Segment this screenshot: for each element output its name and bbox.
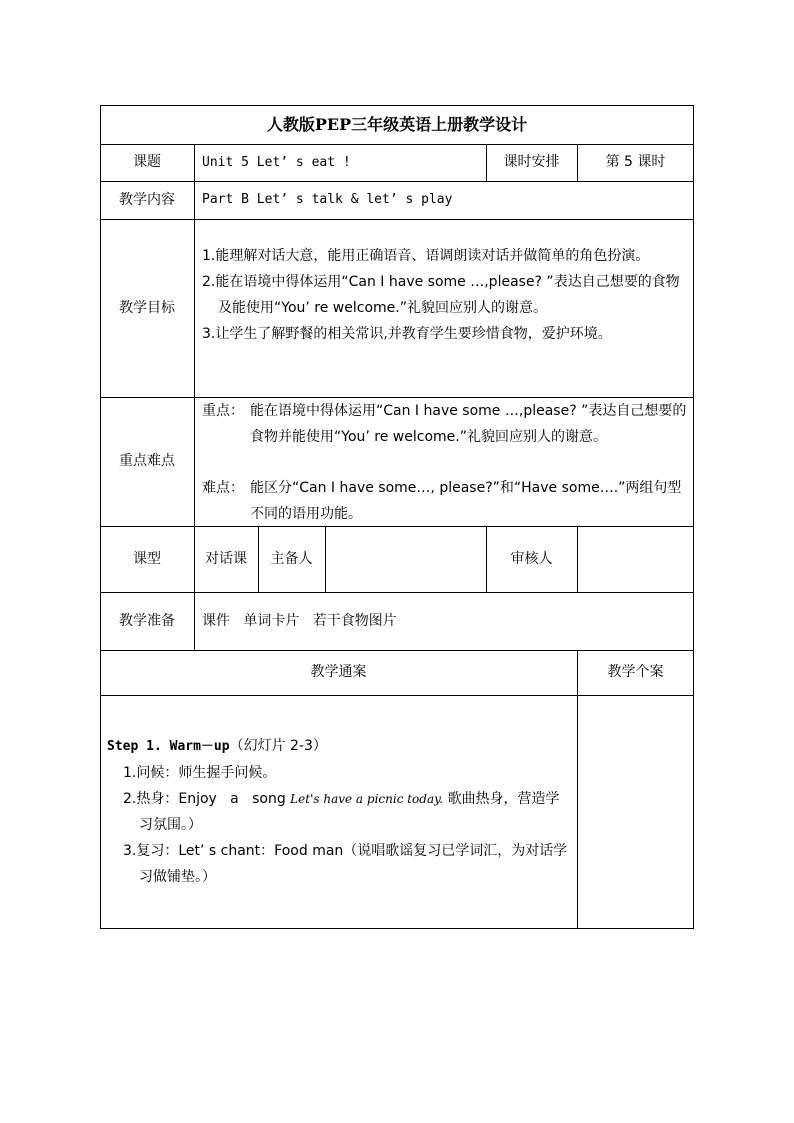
key-point-label: 重点： <box>202 403 244 419</box>
common-plan-header: 教学通案 <box>310 664 367 681</box>
step1-item2-suffix: 歌曲热身，营造学习氛围。） <box>139 791 560 833</box>
reviewer-value <box>577 526 694 592</box>
step1-title: Step 1. Warm－up <box>107 739 230 754</box>
lesson-value: Unit 5 Let’ s eat ! <box>202 154 351 170</box>
table-border-bottom <box>100 928 694 929</box>
step1-item2-prefix: 2.热身：Enjoy a song <box>123 791 286 807</box>
song-title: Let's have a picnic today. <box>290 792 444 806</box>
reviewer-label: 审核人 <box>510 550 553 567</box>
objectives-label: 教学目标 <box>119 299 175 316</box>
step1-item: 3.复习：Let’ s chant：Food man（说唱歌谣复习已学词汇，为对话学习做铺垫。） <box>123 843 568 885</box>
difficulty-text: 能区分“Can I have some…, please?”和“Have some….”两组句型不同的语用功能。 <box>250 480 682 522</box>
objective-item: 1.能理解对话大意，能用正确语音、语调朗读对话并做简单的角色扮演。 <box>202 248 650 264</box>
lesson-plan-table <box>100 105 694 929</box>
step1-heading <box>107 733 573 760</box>
lesson-label: 课题 <box>133 154 161 171</box>
table-rule <box>100 695 694 696</box>
prep-label: 教学准备 <box>119 612 175 629</box>
prep-value: 课件 单词卡片 若干食物图片 <box>202 612 397 629</box>
keypoints-label: 重点难点 <box>119 453 175 470</box>
objective-item: 2.能在语境中得体运用“Can I have some …,please? ”表达自己想要的食物及能使用“You’ re welcome.”礼貌回应别人的谢意。 <box>202 274 680 316</box>
table-border-right <box>693 105 694 929</box>
schedule-label: 课时安排 <box>503 154 560 171</box>
content-label: 教学内容 <box>119 191 175 208</box>
objectives-list <box>202 243 686 347</box>
schedule-value: 第 5 课时 <box>605 154 666 171</box>
individual-plan-header: 教学个案 <box>607 664 664 681</box>
objective-item: 3.让学生了解野餐的相关常识,并教育学生要珍惜食物，爱护环境。 <box>202 326 612 342</box>
step1-section <box>107 733 573 890</box>
step1-item: 1.问候：师生握手问候。 <box>123 765 277 781</box>
step1-item <box>123 786 573 838</box>
type-value: 对话课 <box>205 550 247 567</box>
difficulty-label: 难点： <box>202 480 244 496</box>
preparer-label: 主备人 <box>270 550 313 567</box>
document-title: 人教版PEP三年级英语上册教学设计 <box>266 114 528 134</box>
preparer-value <box>325 526 486 592</box>
content-value: Part B Let’ s talk & let’ s play <box>202 192 453 208</box>
key-point-text: 能在语境中得体运用“Can I have some …,please? ”表达自己想要的食物并能使用“You’ re welcome.”礼貌回应别人的谢意。 <box>250 403 687 445</box>
type-label: 课型 <box>133 550 161 567</box>
step1-note: （幻灯片 2-3） <box>229 738 327 754</box>
